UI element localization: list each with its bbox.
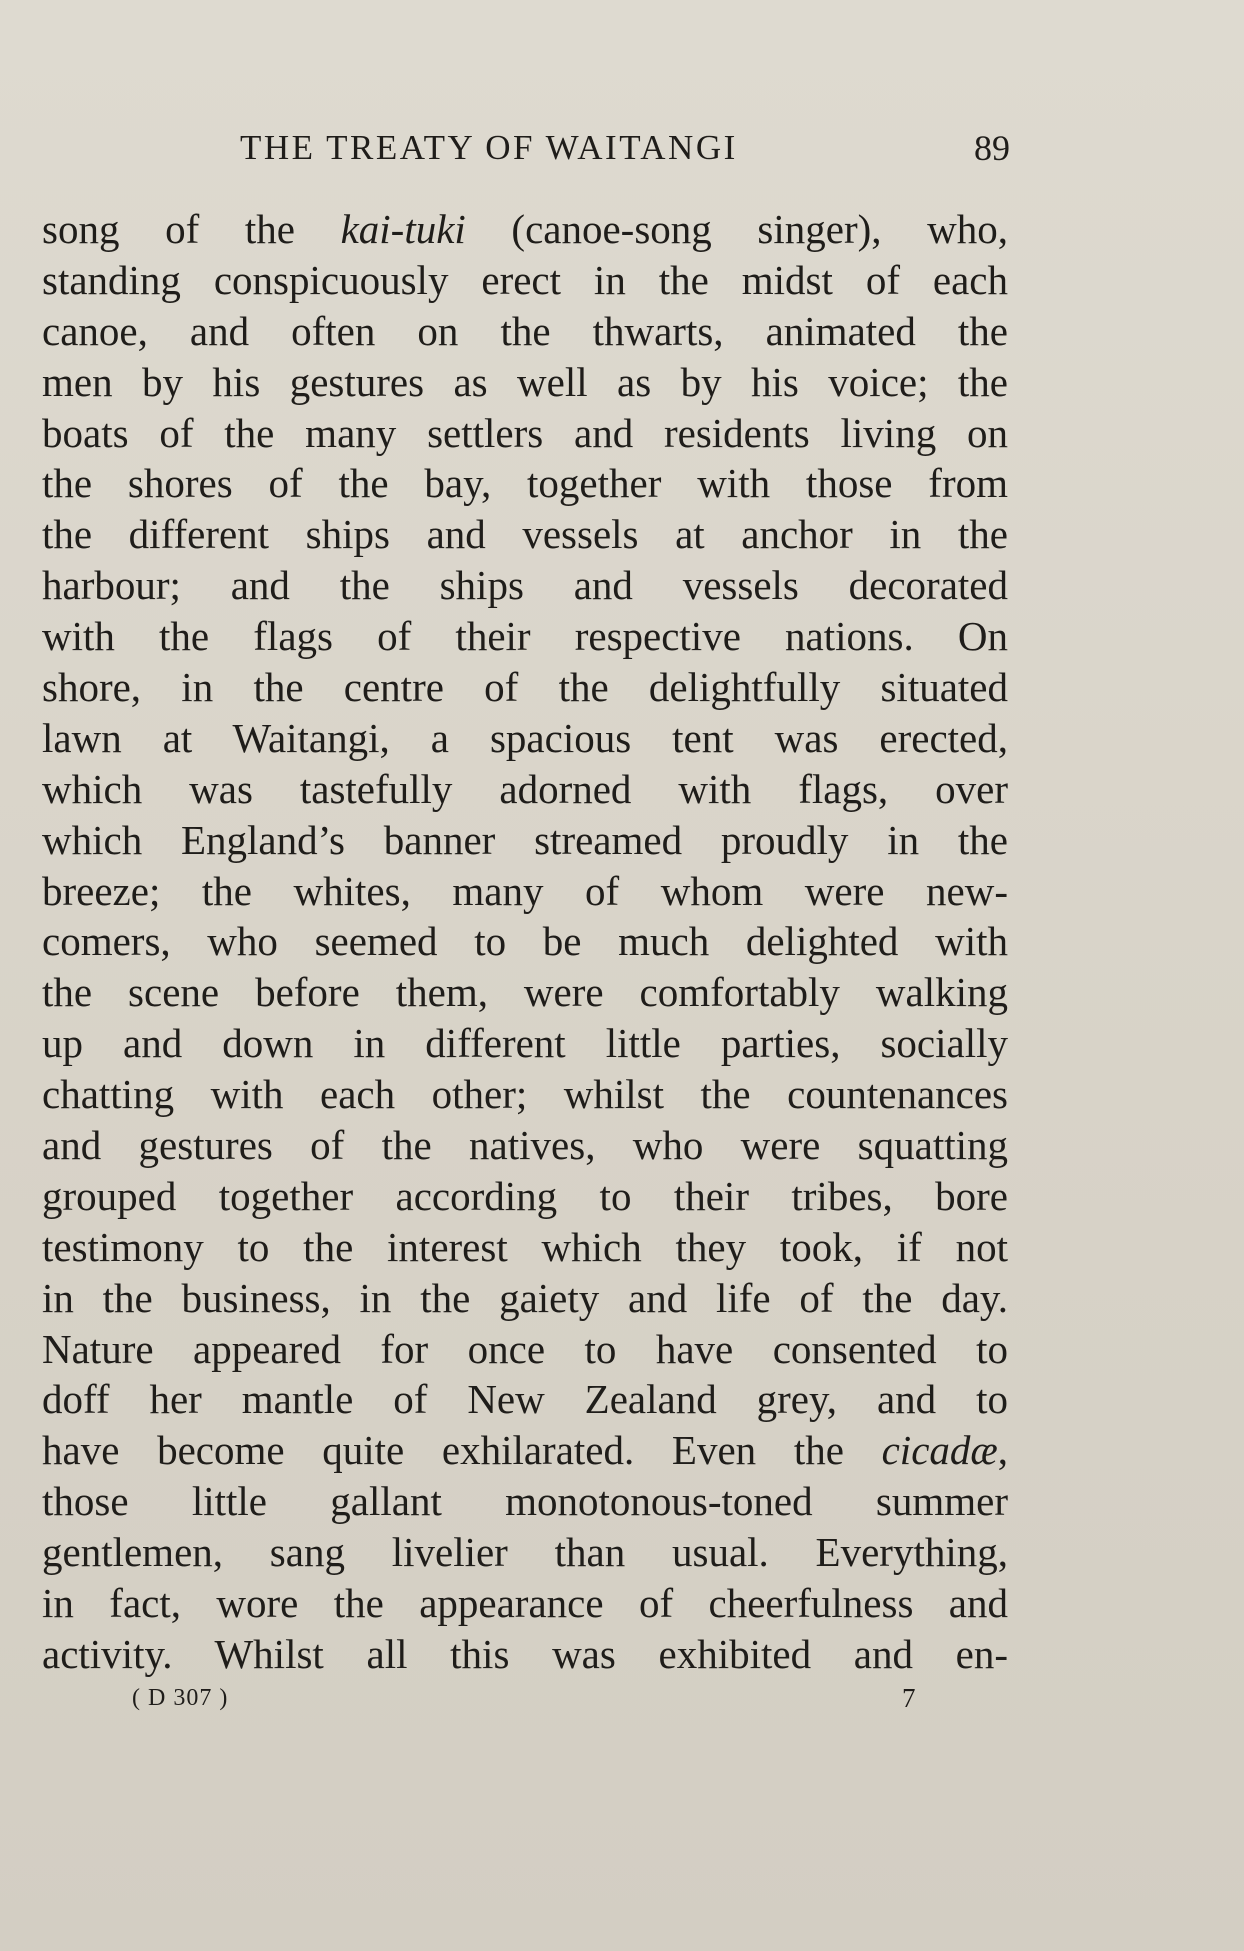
text-line: men by his gestures as well as by his voice; the: [42, 358, 1008, 405]
text-line: lawn at Waitangi, a spacious tent was erected,: [42, 714, 1008, 761]
body-text: [42, 204, 1008, 1680]
text-line: comers, who seemed to be much delighted with: [42, 918, 1008, 965]
text-line: the shores of the bay, together with those from: [42, 460, 1008, 507]
page-number: 89: [974, 128, 1010, 168]
text-line: song of the kai-tuki (canoe-song singer), who,: [42, 206, 1008, 252]
text-line: in the business, in the gaiety and life of the day.: [42, 1274, 1008, 1321]
text-line: Nature appeared for once to have consented to: [42, 1325, 1008, 1372]
text-line: testimony to the interest which they took, if not: [42, 1223, 1008, 1270]
text-line: up and down in different little parties, socially: [42, 1020, 1008, 1067]
text-line: breeze; the whites, many of whom were new-: [42, 867, 1008, 914]
gathering-number: 7: [902, 1683, 916, 1713]
text-line: which England’s banner streamed proudly in the: [42, 816, 1008, 863]
text-line: those little gallant monotonous-toned summer: [42, 1478, 1008, 1525]
text-line: with the flags of their respective nations. On: [42, 613, 1008, 660]
running-title: THE TREATY OF WAITANGI: [240, 128, 738, 167]
text-line: in fact, wore the appearance of cheerfulness and: [42, 1580, 1008, 1627]
text-line: the different ships and vessels at anchor in the: [42, 511, 1008, 558]
text-line: the scene before them, were comfortably walking: [42, 969, 1008, 1016]
text-line: gentlemen, sang livelier than usual. Everything,: [42, 1529, 1008, 1576]
text-line: canoe, and often on the thwarts, animated the: [42, 307, 1008, 354]
text-line: doff her mantle of New Zealand grey, and to: [42, 1376, 1008, 1423]
text-line: have become quite exhilarated. Even the cicadæ,: [42, 1427, 1008, 1474]
text-line: standing conspicuously erect in the midst of each: [42, 256, 1008, 303]
text-line: boats of the many settlers and residents living on: [42, 409, 1008, 456]
running-head: [40, 124, 1010, 172]
text-line: activity. Whilst all this was exhibited and en-: [42, 1630, 1008, 1677]
text-line: shore, in the centre of the delightfully situated: [42, 664, 1008, 711]
text-line: and gestures of the natives, who were squatting: [42, 1122, 1008, 1169]
text-line: which was tastefully adorned with flags, over: [42, 765, 1008, 812]
signature-mark: ( D 307 ): [132, 1685, 229, 1711]
page-footer: [42, 1680, 1008, 1716]
text-line: harbour; and the ships and vessels decorated: [42, 562, 1008, 609]
text-line: chatting with each other; whilst the countenances: [42, 1071, 1008, 1118]
text-line: grouped together according to their tribes, bore: [42, 1172, 1008, 1219]
